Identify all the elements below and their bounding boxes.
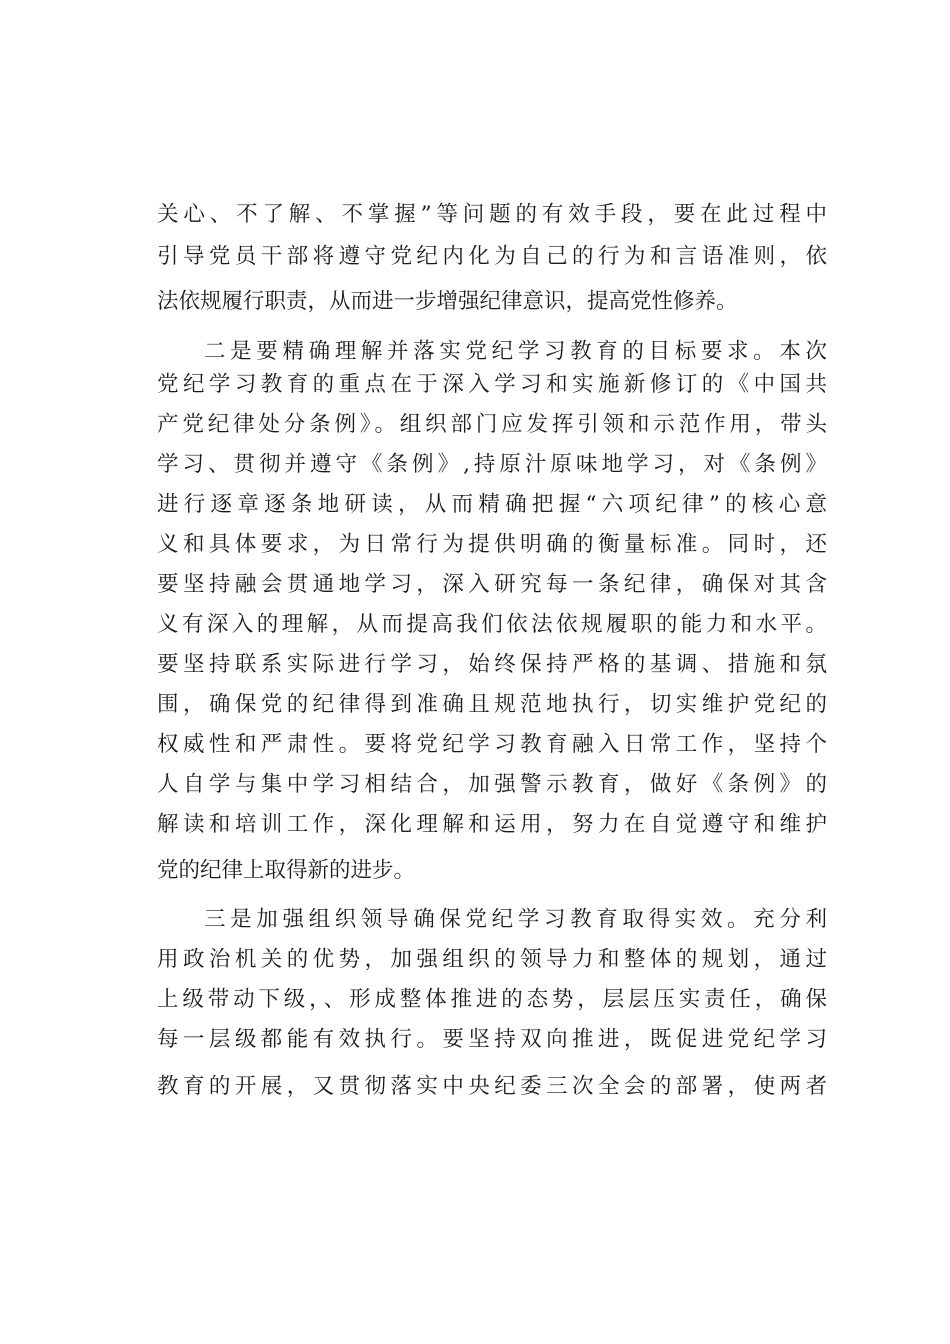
paragraph-2-line-8: 义有深入的理解，从而提高我们依法依规履职的能力和水平。 (157, 612, 827, 637)
paragraph-2-line-2: 党纪学习教育的重点在于深入学习和实施新修订的《中国共 (157, 372, 827, 397)
paragraph-3-line-2: 用政治机关的优势，加强组织的领导力和整体的规划，通过 (157, 947, 827, 972)
paragraph-2-line-11: 权威性和严肃性。要将党纪学习教育融入日常工作，坚持个 (157, 732, 827, 757)
paragraph-2-line-3: 产党纪律处分条例》。组织部门应发挥引领和示范作用，带头 (157, 412, 827, 437)
paragraph-2-line-10: 围，确保党的纪律得到准确且规范地执行，切实维护党纪的 (157, 692, 827, 717)
paragraph-1-line-2: 引导党员干部将遵守党纪内化为自己的行为和言语准则，依 (157, 244, 827, 269)
paragraph-2-line-9: 要坚持联系实际进行学习，始终保持严格的基调、措施和氛 (157, 652, 827, 677)
paragraph-3-line-5: 教育的开展，又贯彻落实中央纪委三次全会的部署，使两者 (157, 1074, 827, 1099)
paragraph-2-line-7: 要坚持融会贯通地学习，深入研究每一条纪律，确保对其含 (157, 572, 827, 597)
paragraph-3-line-4: 每一层级都能有效执行。要坚持双向推进，既促进党纪学习 (157, 1027, 827, 1052)
paragraph-1-line-1: 关心、不了解、不掌握”等问题的有效手段，要在此过程中 (157, 202, 827, 227)
paragraph-3-line-1: 三是加强组织领导确保党纪学习教育取得实效。充分利 (204, 907, 827, 932)
paragraph-1-line-3: 法依规履行职责，从而进一步增强纪律意识，提高党性修养。 (157, 289, 738, 314)
paragraph-2-line-13: 解读和培训工作，深化理解和运用，努力在自觉遵守和维护 (157, 812, 827, 837)
paragraph-3-line-3: 上级带动下级，、形成整体推进的态势，层层压实责任，确保 (157, 987, 827, 1012)
paragraph-2-line-5: 进行逐章逐条地研读，从而精确把握“六项纪律”的核心意 (157, 492, 827, 517)
paragraph-2-line-4: 学习、贯彻并遵守《条例》,持原汁原味地学习，对《条例》 (157, 452, 827, 477)
paragraph-2-line-14: 党的纪律上取得新的进步。 (157, 858, 416, 883)
paragraph-2-line-12: 人自学与集中学习相结合，加强警示教育，做好《条例》的 (157, 772, 827, 797)
paragraph-2-line-6: 义和具体要求，为日常行为提供明确的衡量标准。同时，还 (157, 532, 827, 557)
paragraph-2-line-1: 二是要精确理解并落实党纪学习教育的目标要求。本次 (204, 339, 827, 364)
